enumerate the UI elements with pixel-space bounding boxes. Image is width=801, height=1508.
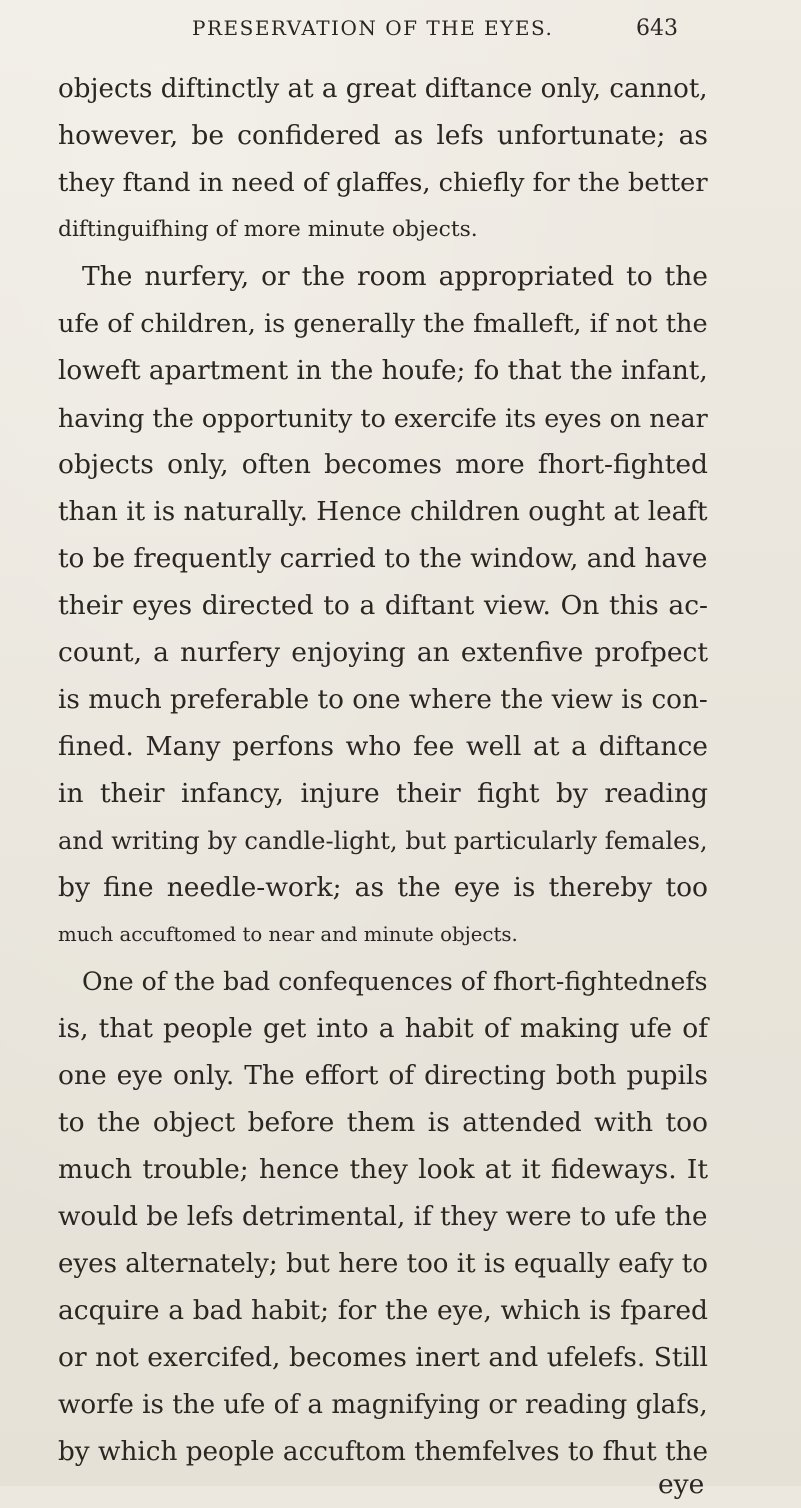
text-line: eyes alternately; but here too it is equally eafy to	[58, 1249, 708, 1279]
text-line: their eyes directed to a diftant view. On this ac-	[58, 590, 708, 621]
text-line: count, a nurfery enjoying an extenfive profpect	[58, 637, 708, 668]
text-line: much accuftomed to near and minute objects.	[58, 923, 518, 946]
text-line: and writing by candle-light, but particularly females,	[58, 827, 708, 855]
text-line: to the object before them is attended with too	[58, 1107, 708, 1138]
text-line: in their infancy, injure their fight by reading	[58, 778, 708, 809]
text-line: or not exercifed, becomes inert and ufelefs. Still	[58, 1342, 708, 1373]
text-line: however, be confidered as lefs unfortunate; as	[58, 120, 708, 151]
text-line: acquire a bad habit; for the eye, which is fpared	[58, 1295, 708, 1326]
text-line: is, that people get into a habit of making ufe of	[58, 1013, 708, 1044]
text-line: by fine needle-work; as the eye is thereby too	[58, 872, 708, 903]
text-line: to be frequently carried to the window, and have	[58, 544, 708, 574]
page-header	[0, 12, 801, 56]
text-line: by which people accuftom themfelves to fhut the	[58, 1437, 708, 1467]
text-line: objects diftinctly at a great diftance only, cannot,	[58, 74, 708, 104]
text-line: they ftand in need of glaffes, chiefly for the better	[58, 168, 708, 198]
text-line: The nurfery, or the room appropriated to the	[82, 261, 708, 292]
text-line: loweft apartment in the houfe; fo that the infant,	[58, 356, 708, 386]
running-head: PRESERVATION OF THE EYES.	[192, 16, 554, 40]
text-line: having the opportunity to exercife its eyes on near	[58, 403, 708, 433]
text-line: one eye only. The effort of directing both pupils	[58, 1060, 708, 1091]
text-line: than it is naturally. Hence children ought at leaft	[58, 497, 708, 527]
text-line: fined. Many perfons who fee well at a diftance	[58, 731, 708, 762]
text-line: diftinguifhing of more minute objects.	[58, 217, 478, 242]
page-number: 643	[636, 16, 678, 41]
catchword: eye	[658, 1469, 705, 1500]
text-line: ufe of children, is generally the fmalleft, if not the	[58, 309, 708, 339]
text-line: is much preferable to one where the view is con-	[58, 685, 708, 715]
text-line: much trouble; hence they look at it fideways. It	[58, 1154, 708, 1185]
text-line: would be lefs detrimental, if they were to ufe the	[58, 1202, 708, 1232]
text-line: One of the bad confequences of fhort-fightednefs	[82, 967, 708, 996]
text-line: worfe is the ufe of a magnifying or reading glafs,	[58, 1390, 708, 1420]
text-line: objects only, often becomes more fhort-fighted	[58, 449, 708, 480]
